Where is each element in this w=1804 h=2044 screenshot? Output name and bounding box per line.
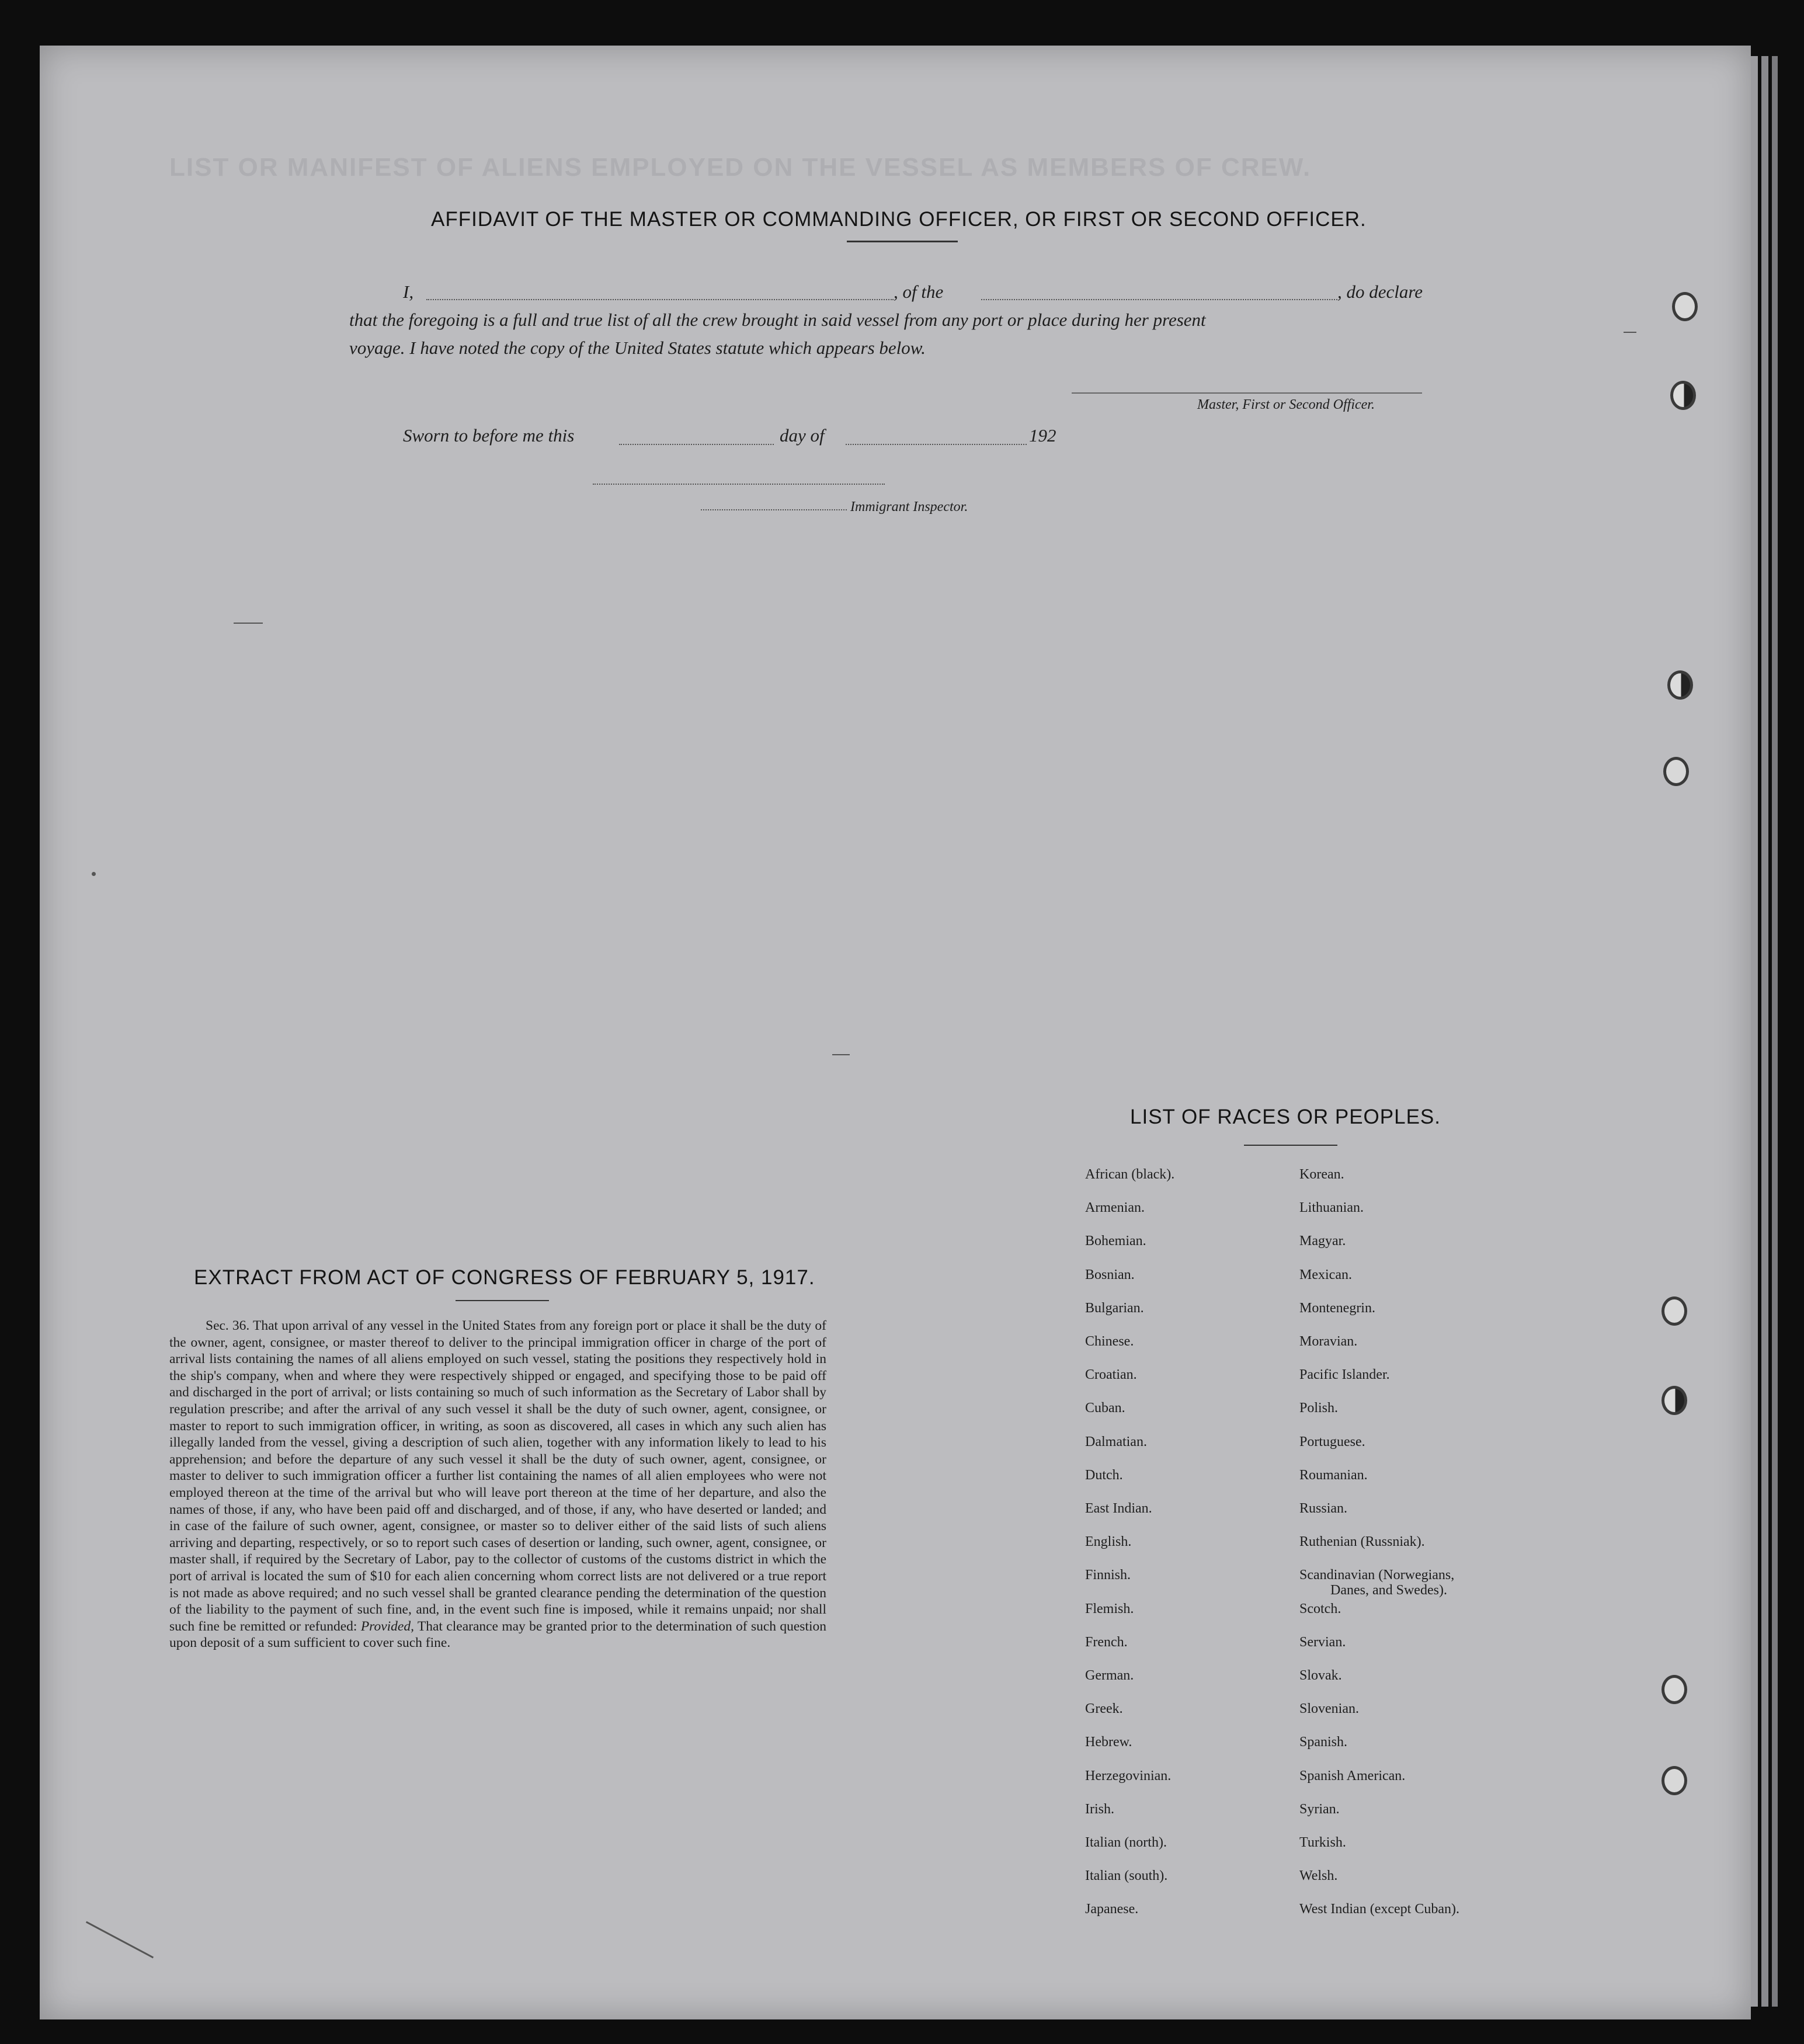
right-race-item: Polish.	[1299, 1400, 1339, 1416]
affidavit-do-declare: , do declare	[1337, 281, 1423, 302]
left-race-item: Italian (north).	[1085, 1835, 1167, 1850]
binder-hole-icon	[1672, 292, 1698, 321]
binder-hole-icon	[1663, 757, 1689, 786]
left-race-item: French.	[1085, 1634, 1128, 1650]
vessel-name-field[interactable]	[981, 299, 1337, 300]
left-race-item: Finnish.	[1085, 1567, 1131, 1583]
right-race-item: Turkish.	[1299, 1835, 1346, 1850]
page-edge	[1751, 56, 1758, 2007]
extract-title: EXTRACT FROM ACT OF CONGRESS OF FEBRUARY 5, 1917.	[194, 1266, 815, 1289]
affidavit-line-3: voyage. I have noted the copy of the United States statute which appears below.	[349, 338, 926, 358]
right-race-item: Spanish American.	[1299, 1768, 1406, 1784]
right-race-item: Roumanian.	[1299, 1467, 1368, 1483]
section-36-text	[169, 1318, 826, 1652]
section-body: That upon arrival of any vessel in the United States from any foreign port or place it shall be the duty of the owner, agent, consignee, or master thereof to deliver to the principal immigration officer in charge of the port of arrival lists containing the names of all aliens employed on such vessel, stating the positions they respectively hold in the ship's company, when and where they were respectively shipped or engaged, and specifying those to be paid off and discharged in the port of arrival; or lists containing so much of such information as the Secretary of Labor shall by regulation prescribe; and after the arrival of any such vessel it shall be the duty of such owner, agent, consignee, or master to report to such immigration officer, in writing, as soon as discovered, all cases in which any such alien has illegally landed from the vessel, giving a description of such alien, together with any information likely to lead to his apprehension; and before the departure of any such vessel it shall be the duty of such owner, agent, consignee, or master to deliver to such immigration officer a further list containing the names of all alien employees who were not employed thereon at the time of the arrival but who will leave port thereon at the time of her departure, and also the names of those, if any, who have been paid off and discharged, and of those, if any, who have deserted or landed; and in case of the failure of such owner, agent, consignee, or master so to deliver either of the said lists of such aliens arriving and departing, respectively, or so to report such cases of desertion or landing, such owner, agent, consignee, or master shall, if required by the Secretary of Labor, pay to the collector of customs of the customs district in which the port of arrival is located the sum of $10 for each alien concerning whom correct lists are not delivered or a true report is not made as above required; and no such vessel shall be granted clearance pending the determination of the question of the liability to the payment of such fine, and, in the event such fine is imposed, while it remains unpaid; nor shall such fine be remitted or refunded:	[169, 1318, 827, 1634]
left-race-item: Italian (south).	[1085, 1868, 1168, 1884]
left-race-item: Greek.	[1085, 1701, 1123, 1717]
ink-mark	[234, 623, 263, 624]
extract-rule	[456, 1300, 549, 1301]
ink-mark	[92, 872, 96, 876]
page-edge	[1772, 56, 1778, 2007]
sworn-text: Sworn to before me this	[403, 425, 575, 446]
sworn-day-field[interactable]	[619, 444, 774, 445]
master-signature-field[interactable]	[1072, 392, 1422, 394]
right-race-item: Spanish.	[1299, 1734, 1348, 1750]
binder-hole-icon	[1670, 381, 1696, 410]
left-race-item: German.	[1085, 1668, 1134, 1683]
left-race-item: Japanese.	[1085, 1902, 1139, 1917]
binder-hole-icon	[1662, 1296, 1687, 1326]
right-race-item: Moravian.	[1299, 1334, 1358, 1349]
right-race-item: Scotch.	[1299, 1601, 1341, 1617]
provided-word: Provided,	[360, 1618, 414, 1634]
right-race-item: Russian.	[1299, 1501, 1348, 1516]
affidavit-of-the: , of the	[894, 281, 944, 302]
right-race-item: Syrian.	[1299, 1801, 1340, 1817]
right-race-item: Welsh.	[1299, 1868, 1338, 1884]
right-race-item: Servian.	[1299, 1634, 1346, 1650]
left-race-item: Cuban.	[1085, 1400, 1125, 1416]
left-race-item: East Indian.	[1085, 1501, 1152, 1516]
sworn-month-field[interactable]	[846, 444, 1027, 445]
races-title: LIST OF RACES OR PEOPLES.	[1130, 1106, 1441, 1128]
binder-hole-icon	[1667, 670, 1693, 700]
year-text: 192	[1029, 425, 1056, 446]
ink-mark	[1624, 332, 1636, 333]
right-race-item: Korean.	[1299, 1167, 1344, 1182]
right-race-item: Lithuanian.	[1299, 1200, 1364, 1216]
left-race-item: Armenian.	[1085, 1200, 1145, 1216]
left-race-item: Dalmatian.	[1085, 1434, 1147, 1449]
binder-hole-icon	[1662, 1675, 1687, 1704]
left-race-item: African (black).	[1085, 1167, 1175, 1182]
binder-hole-icon	[1662, 1766, 1687, 1795]
affidavit-i: I,	[403, 281, 414, 302]
right-race-item: Ruthenian (Russniak).	[1299, 1534, 1425, 1550]
inspector-label: Immigrant Inspector.	[850, 499, 968, 515]
right-race-item: Magyar.	[1299, 1233, 1346, 1249]
binder-hole-icon	[1662, 1386, 1687, 1415]
day-of-text: day of	[780, 425, 825, 446]
faint-bleed-through-header: LIST OR MANIFEST OF ALIENS EMPLOYED ON THE VESSEL AS MEMBERS OF CREW.	[169, 153, 1312, 182]
left-race-item: Irish.	[1085, 1801, 1114, 1817]
left-race-item: English.	[1085, 1534, 1132, 1550]
page-edge	[1761, 56, 1768, 2007]
left-race-item: Croatian.	[1085, 1367, 1137, 1383]
races-rule	[1244, 1145, 1337, 1146]
right-race-item: Pacific Islander.	[1299, 1367, 1390, 1383]
right-race-item: Portuguese.	[1299, 1434, 1365, 1449]
left-race-item: Chinese.	[1085, 1334, 1134, 1349]
affidavit-line-2: that the foregoing is a full and true list of all the crew brought in said vessel from any port or place during her present	[349, 310, 1206, 330]
right-race-item: Mexican.	[1299, 1267, 1352, 1282]
section-label: Sec. 36.	[206, 1318, 250, 1333]
left-race-item: Dutch.	[1085, 1467, 1123, 1483]
left-race-item: Hebrew.	[1085, 1734, 1132, 1750]
ink-mark	[832, 1054, 850, 1055]
right-race-item: Slovenian.	[1299, 1701, 1359, 1717]
inspector-signature-field[interactable]	[701, 509, 847, 510]
left-race-item: Bulgarian.	[1085, 1300, 1144, 1316]
affidavit-title: AFFIDAVIT OF THE MASTER OR COMMANDING OFFICER, OR FIRST OR SECOND OFFICER.	[431, 208, 1367, 231]
right-race-item: Scandinavian (Norwegians,	[1299, 1567, 1455, 1583]
right-race-item: West Indian (except Cuban).	[1299, 1902, 1459, 1917]
left-race-item: Bohemian.	[1085, 1233, 1146, 1249]
right-race-item: Montenegrin.	[1299, 1300, 1375, 1316]
left-race-item: Bosnian.	[1085, 1267, 1135, 1282]
title-rule	[847, 241, 958, 242]
section-tail: That clearance may be granted prior to the determination of such question upon deposit of a sum sufficient to cover such fine.	[169, 1618, 827, 1651]
left-race-item: Flemish.	[1085, 1601, 1134, 1617]
left-race-item: Herzegovinian.	[1085, 1768, 1172, 1784]
scandinavian-continuation: Danes, and Swedes).	[1330, 1583, 1447, 1598]
master-signature-label: Master, First or Second Officer.	[1197, 397, 1375, 412]
inspector-line-upper[interactable]	[593, 484, 885, 485]
right-race-item: Slovak.	[1299, 1668, 1342, 1683]
master-name-field[interactable]	[426, 299, 894, 300]
